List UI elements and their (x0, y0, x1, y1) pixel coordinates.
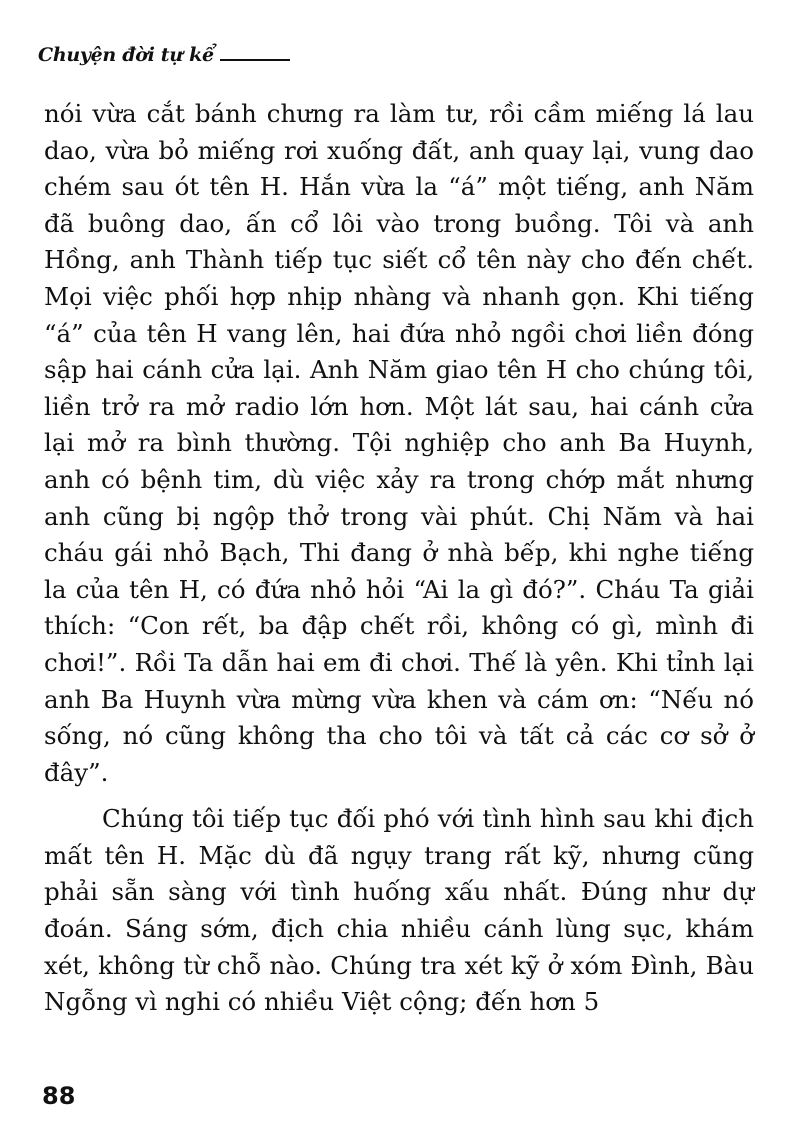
body-text (44, 96, 754, 1021)
running-header (38, 44, 290, 66)
paragraph-2: Chúng tôi tiếp tục đối phó với tình hình sau khi địch mất tên H. Mặc dù đã ngụy trang rất kỹ, nhưng cũng phải sẵn sàng với tình huống xấu nhất. Đúng như dự đoán. Sáng sớm, địch chia nhiều cánh lùng sục, khám xét, không từ chỗ nào. Chúng tra xét kỹ ở xóm Đình, Bàu Ngỗng vì nghi có nhiều Việt cộng; đến hơn 5 (44, 804, 754, 1017)
running-title: Chuyện đời tự kể (38, 44, 214, 66)
page-number: 88 (42, 1082, 76, 1110)
header-rule (220, 59, 290, 61)
paragraph-1: nói vừa cắt bánh chưng ra làm tư, rồi cầm miếng lá lau dao, vừa bỏ miếng rơi xuống đất, anh quay lại, vung dao chém sau ót tên H. Hắn vừa la “á” một tiếng, anh Năm đã buông dao, ấn cổ lôi vào trong buồng. Tôi và anh Hồng, anh Thành tiếp tục siết cổ tên này cho đến chết. Mọi việc phối hợp nhịp nhàng và nhanh gọn. Khi tiếng “á” của tên H vang lên, hai đứa nhỏ ngồi chơi liền đóng sập hai cánh cửa lại. Anh Năm giao tên H cho chúng tôi, liền trở ra mở radio lớn hơn. Một lát sau, hai cánh cửa lại mở ra bình thường. Tội nghiệp cho anh Ba Huynh, anh có bệnh tim, dù việc xảy ra trong chớp mắt nhưng anh cũng bị ngộp thở trong vài phút. Chị Năm và hai cháu gái nhỏ Bạch, Thi đang ở nhà bếp, khi nghe tiếng la của tên H, có đứa nhỏ hỏi “Ai la gì đó?”. Cháu Ta giải thích: “Con rết, ba đập chết rồi, không có gì, mình đi chơi!”. Rồi Ta dẫn hai em đi chơi. Thế là yên. Khi tỉnh lại anh Ba Huynh vừa mừng vừa khen và cám ơn: “Nếu nó sống, nó cũng không tha cho tôi và tất cả các cơ sở ở đây”. (44, 99, 754, 787)
